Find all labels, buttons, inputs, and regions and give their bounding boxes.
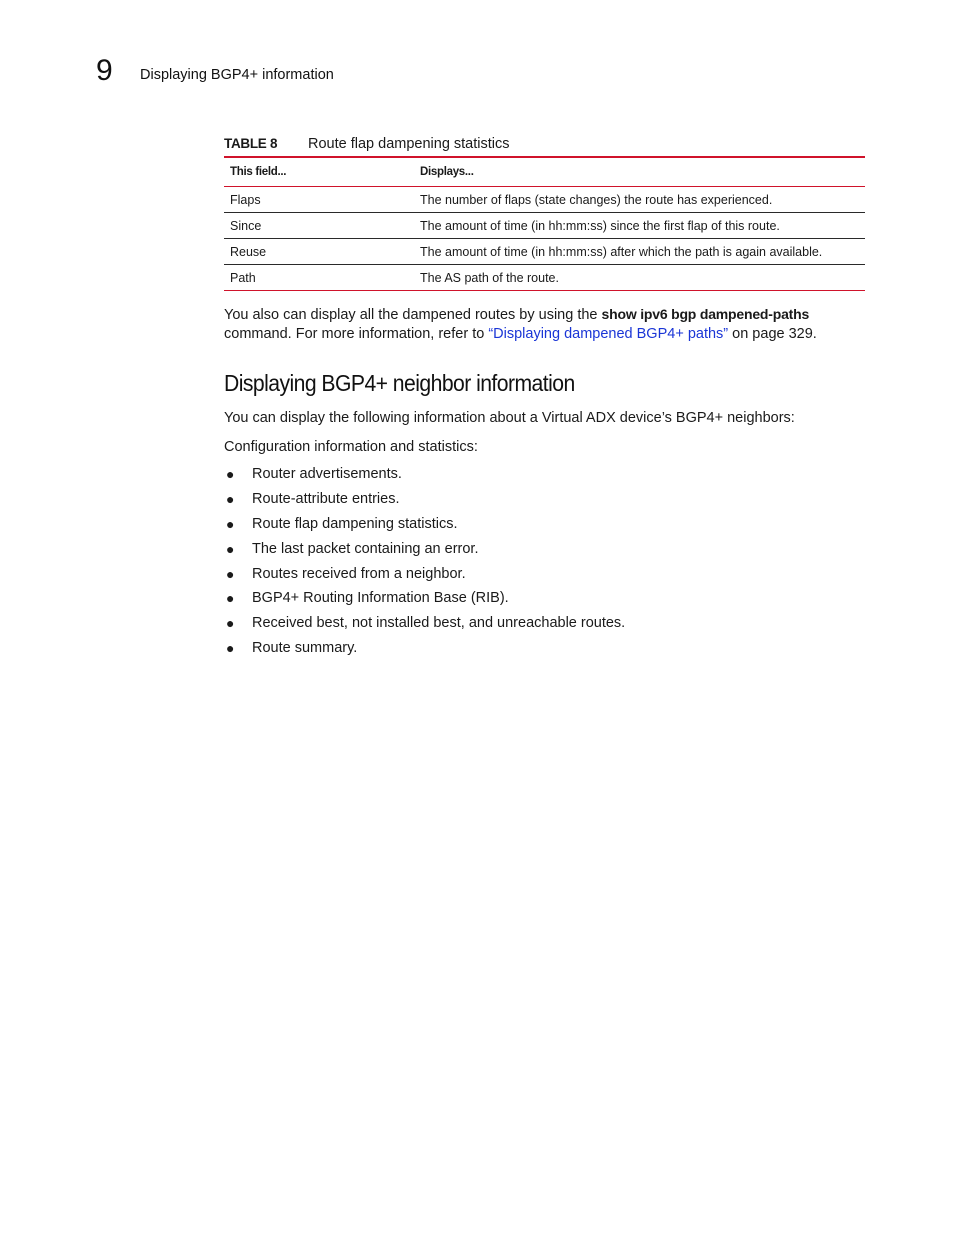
table-row xyxy=(224,187,865,213)
table-row xyxy=(224,239,865,265)
bullet-icon: ● xyxy=(226,466,235,482)
table-cell-description: The AS path of the route. xyxy=(420,270,559,285)
bullet-icon: ● xyxy=(226,615,235,632)
list-item-text: Route summary. xyxy=(252,640,358,657)
table-row xyxy=(224,265,865,291)
bullet-list xyxy=(224,465,625,664)
list-item xyxy=(224,565,625,590)
table-cell-description: The amount of time (in hh:mm:ss) after which the path is again available. xyxy=(420,244,823,259)
table-cell-field: Reuse xyxy=(230,244,267,259)
table-cell-field: Since xyxy=(230,218,262,233)
list-item-text: The last packet containing an error. xyxy=(252,540,479,557)
table-title: Route flap dampening statistics xyxy=(308,136,510,152)
bullet-icon: ● xyxy=(226,640,235,657)
bullet-icon: ● xyxy=(226,540,235,557)
bullet-icon: ● xyxy=(226,490,235,507)
column-header-field: This field... xyxy=(230,166,287,178)
column-header-displays: Displays... xyxy=(420,166,474,178)
route-flap-table-block xyxy=(224,135,865,291)
bullet-icon: ● xyxy=(226,590,235,607)
table-label: TABLE 8 xyxy=(224,136,278,151)
list-item-text: Received best, not installed best, and unreachable routes. xyxy=(252,615,626,632)
list-item-text: BGP4+ Routing Information Base (RIB). xyxy=(252,590,509,607)
table-row xyxy=(224,213,865,239)
table-cell-field: Path xyxy=(230,270,256,285)
paragraph-text: on page 329. xyxy=(728,326,817,342)
list-item-text: Routes received from a neighbor. xyxy=(252,565,466,582)
dampened-routes-paragraph xyxy=(224,305,874,344)
running-header: Displaying BGP4+ information xyxy=(140,67,334,83)
route-flap-table xyxy=(224,156,865,291)
section-heading: Displaying BGP4+ neighbor information xyxy=(224,370,575,396)
list-item-text: Route-attribute entries. xyxy=(252,490,400,507)
list-item xyxy=(224,639,625,664)
section-intro: You can display the following information about a Virtual ADX device’s BGP4+ neighbors: xyxy=(224,410,795,426)
paragraph-text: You also can display all the dampened routes by using the xyxy=(224,307,602,323)
list-item xyxy=(224,614,625,639)
section-subintro: Configuration information and statistics: xyxy=(224,439,478,455)
table-cell-description: The amount of time (in hh:mm:ss) since the first flap of this route. xyxy=(420,218,780,233)
list-item xyxy=(224,515,625,540)
bullet-icon: ● xyxy=(226,565,235,582)
table-caption xyxy=(224,135,865,156)
paragraph-text: command. For more information, refer to xyxy=(224,326,489,342)
list-item xyxy=(224,465,625,490)
command-text: show ipv6 bgp dampened-paths xyxy=(601,306,810,322)
list-item-text: Route flap dampening statistics. xyxy=(252,515,458,532)
table-header-row xyxy=(224,157,865,187)
list-item xyxy=(224,589,625,614)
chapter-number: 9 xyxy=(96,54,113,87)
list-item xyxy=(224,540,625,565)
table-cell-field: Flaps xyxy=(230,192,261,207)
list-item xyxy=(224,490,625,515)
bullet-icon: ● xyxy=(226,515,235,532)
table-cell-description: The number of flaps (state changes) the route has experienced. xyxy=(420,192,773,207)
cross-reference-link[interactable]: “Displaying dampened BGP4+ paths” xyxy=(488,326,729,342)
list-item-text: Router advertisements. xyxy=(252,466,402,482)
